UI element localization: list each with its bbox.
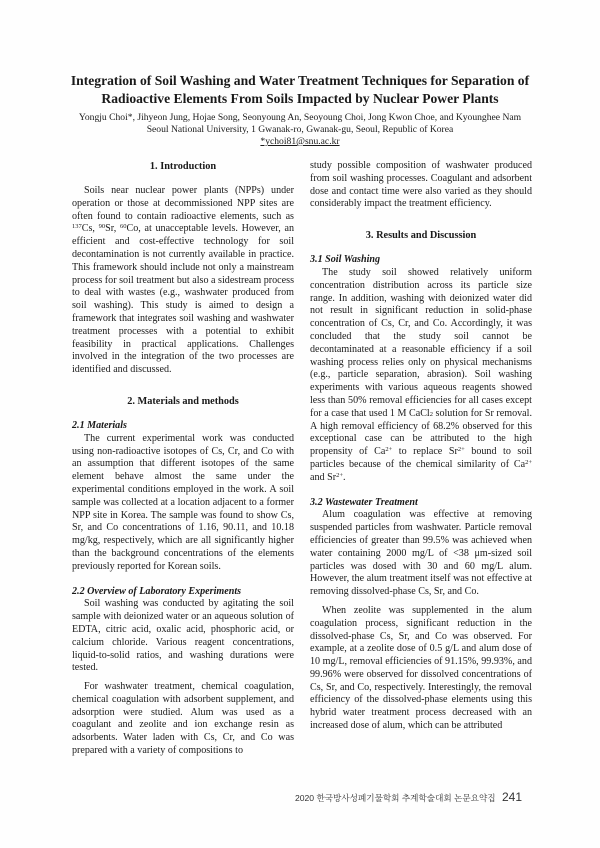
- page-footer: [295, 790, 522, 804]
- soil-washing-paragraph: The study soil showed relatively uniform concentration distribution across its particle size range. In addition, washing with deionized water did not result in significant reduction in solid-phase concentration of Cs, Cr, and Co. Accordingly, it was concluded that the study soil cannot be decontaminated at a reasonable efficiency if a soil washing process relies only on physical mechanisms (e.g., particle separation, abrasion). Soil washing experiments with various aqueous reagents showed less than 50% removal efficiencies for all cases except for a case that used 1 M CaCl$_2$ solution for Sr removal. A high removal efficiency of 68.2% observed for this exceptional case can be attributed to the high propensity of $Ca^{2+}$ to replace $Sr^{2+}$ bound to soil particles because of the chemical similarity of $Ca^{2+}$ and $Sr^{2+}$.: [310, 266, 533, 483]
- materials-paragraph: The current experimental work was conducted using non-radioactive isotopes of Cs, Cr, and Co with an assumption that different isotopes of the same element behave almost the same under the experimental conditions employed in the work. A soil sample was collected at a location adjacent to a former NPP site in Korea. The sample was found to show Cs, Sr, and Co concentrations of 1.16, 90.11, and 10.18 mg/kg, respectively, which are all significantly higher than the background concentrations of the elements previously reported for Korean soils.: [72, 432, 294, 572]
- wastewater-paragraph-2: When zeolite was supplemented in the alum coagulation process, significant reduction in the dissolved-phase Cs, Sr, and Co was observed. For example, at a zeolite dose of 0.5 g/L and alum dose of 10 mg/L, removal efficiencies of 91.15%, 99.93%, and 99.96% were observed for dissolved concentrations of Cs, Sr, and Co, respectively. Interestingly, the removal efficiency of the dissolved-phase elements using this hybrid water treatment process decreased with an increased dose of alum, which can be attributed: [310, 604, 532, 732]
- footer-proceedings-title: 2020 한국방사성폐기물학회 추계학술대회 논문요약집: [294, 793, 496, 803]
- left-column: [72, 160, 294, 758]
- subsection-heading-wastewater-treatment: 3.2 Wastewater Treatment: [310, 496, 418, 508]
- subsection-heading-lab-experiments: 2.2 Overview of Laboratory Experiments: [72, 585, 242, 597]
- lab-experiments-paragraph-2-continued: study possible composition of washwater produced from soil washing processes. Coagulant and adsorbent dose and contact time were also varied as they should considerably impact the treatment efficiency.: [310, 160, 532, 210]
- page-number: 241: [501, 790, 522, 804]
- intro-paragraph: Soils near nuclear power plants (NPPs) under operation or those at decommissioned NPP sites are often found to contain radioactive elements, such as $^{137}$Cs, $^{90}$Sr, $^{60}$Co, at unacceptable levels. However, an efficient and cost-effective technology for soil decontamination is not currently available in practice. This framework should include not only a mainstream process for soil treatment but also a sidestream process to deal with wastes (e.g., washwater produced from soil washing). This study is aimed to design a framework that integrates soil washing and washwater treatment processes with a potential to exhibit feasibility in practical applications. Challenges involved in the integration of the two processes are identified and discussed.: [72, 185, 294, 376]
- section-heading-results-discussion: 3. Results and Discussion: [365, 230, 477, 242]
- author-block: [40, 112, 560, 148]
- subsection-heading-soil-washing: 3.1 Soil Washing: [310, 254, 381, 266]
- wastewater-paragraph-1: Alum coagulation was effective at removing suspended particles from washwater. Particle removal efficiencies of greater than 99.5% was achieved when water containing 2000 mg/L of <38 μm-sized soil particles was dosed with 30 and 60 mg/L alum. However, the alum treatment itself was not effective at removing dissolved-phase Cs, Sr, and Co.: [310, 509, 532, 598]
- author-names: Yongju Choi*, Jihyeon Jung, Hojae Song, Seonyoung An, Seoyoung Choi, Jong Kwon Choe, and Kyounghee Nam: [78, 112, 522, 123]
- corresponding-email-link[interactable]: *ychoi81@snu.ac.kr: [260, 136, 340, 147]
- lab-experiments-paragraph-2: For washwater treatment, chemical coagulation, chemical coagulation with adsorbent supplement, and adsorption were studied. Alum was used as a coagulant and zeolite and ion exchange resin as adsorbents. Water laden with Cs, Cr, and Co was prepared with a variety of compositions to: [72, 681, 294, 757]
- section-heading-introduction: 1. Introduction: [149, 161, 217, 172]
- section-heading-materials-methods: 2. Materials and methods: [127, 395, 239, 407]
- right-column: [310, 160, 532, 733]
- paper-title: Integration of Soil Washing and Water Treatment Techniques for Separation of Radioactive Elements From Soils Impacted by Nuclear Power Plants: [70, 73, 530, 106]
- lab-experiments-paragraph-1: Soil washing was conducted by agitating the soil sample with deionized water or an aqueous solution of EDTA, citric acid, oxalic acid, phosphoric acid, or calcium chloride. Various reagent concentrations, liquid-to-solid ratios, and washing durations were tested.: [72, 598, 294, 674]
- author-affiliation: Seoul National University, 1 Gwanak-ro, Gwanak-gu, Seoul, Republic of Korea: [146, 124, 454, 135]
- subsection-heading-materials: 2.1 Materials: [72, 419, 127, 431]
